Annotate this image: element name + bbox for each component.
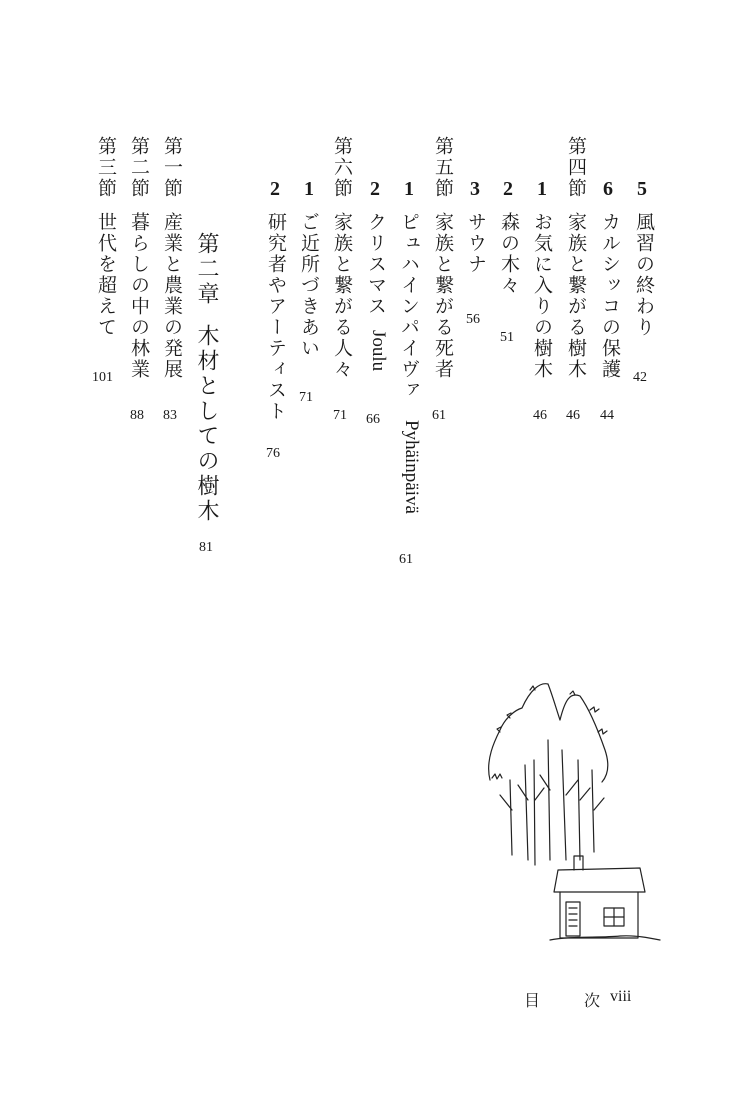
page-number: viii	[610, 988, 632, 1005]
section-title: 暮らしの中の林業	[128, 212, 150, 380]
entry-number: 1	[537, 178, 547, 200]
tree-trunk	[578, 760, 580, 860]
section-page: 88	[130, 408, 144, 423]
tree-trunk	[592, 770, 594, 852]
tree-trunk	[510, 780, 512, 855]
tree-trunk	[525, 765, 528, 860]
entry-page: 66	[366, 412, 380, 427]
entry-page: 61	[399, 552, 413, 567]
chapter-title: 木材としての樹木	[194, 324, 219, 524]
section-title: 世代を超えて	[95, 212, 117, 338]
entry-page: 56	[466, 312, 480, 327]
footer-label-left: 目	[524, 991, 541, 1010]
entry-title: 研究者やアーティスト	[265, 212, 287, 422]
entry-number: 3	[470, 178, 480, 200]
section-title: 産業と農業の発展	[161, 212, 183, 380]
section-label: 第四節	[565, 136, 587, 199]
entry-number: 6	[603, 178, 613, 200]
entry-title: ご近所づきあい	[298, 212, 320, 359]
chapter-label: 第二章	[194, 232, 219, 307]
entry-page: 71	[299, 390, 313, 405]
entry-latin-title: Joulu	[368, 330, 389, 372]
entry-number: 2	[270, 178, 280, 200]
entry-title: カルシッコの保護	[599, 212, 621, 380]
section-page: 61	[432, 408, 446, 423]
section-label: 第三節	[95, 136, 117, 199]
section-title: 家族と繋がる死者	[432, 212, 454, 380]
tree-trunk	[534, 760, 535, 865]
entry-number: 2	[370, 178, 380, 200]
entry-latin-title: Pyhäinpäivä	[401, 420, 422, 514]
entry-number: 2	[503, 178, 513, 200]
entry-title: クリスマス	[365, 212, 387, 317]
entry-number: 1	[404, 178, 414, 200]
tree-trunk	[548, 740, 550, 860]
cabin-roof	[554, 868, 645, 892]
section-label: 第一節	[161, 136, 183, 199]
entry-number: 5	[637, 178, 647, 200]
entry-title: サウナ	[465, 212, 487, 275]
section-title: 家族と繋がる樹木	[565, 212, 587, 380]
section-page: 101	[92, 370, 113, 385]
entry-page: 46	[533, 408, 547, 423]
entry-page: 51	[500, 330, 514, 345]
entry-title: 風習の終わり	[633, 212, 655, 338]
chapter-page: 81	[199, 540, 213, 555]
entry-title: 森の木々	[498, 212, 520, 296]
section-label: 第六節	[331, 136, 353, 199]
section-page: 71	[333, 408, 347, 423]
entry-page: 76	[266, 446, 280, 461]
section-page: 46	[566, 408, 580, 423]
entry-page: 42	[633, 370, 647, 385]
section-page: 83	[163, 408, 177, 423]
section-title: 家族と繋がる人々	[331, 212, 353, 380]
footer-label-right: 次	[584, 991, 601, 1010]
forest-cabin-illustration	[470, 670, 670, 950]
tree-crown-detail	[492, 686, 607, 779]
tree-trunk	[562, 750, 566, 860]
section-label: 第五節	[432, 136, 454, 199]
entry-page: 44	[600, 408, 614, 423]
entry-number: 1	[304, 178, 314, 200]
entry-title: ピュハインパイヴァ	[398, 212, 420, 401]
section-label: 第二節	[128, 136, 150, 199]
cabin-chimney	[574, 856, 583, 870]
cabin-wall	[560, 892, 638, 938]
entry-title: お気に入りの樹木	[531, 212, 553, 380]
tree-branch	[500, 775, 604, 810]
cabin-door	[566, 902, 580, 936]
